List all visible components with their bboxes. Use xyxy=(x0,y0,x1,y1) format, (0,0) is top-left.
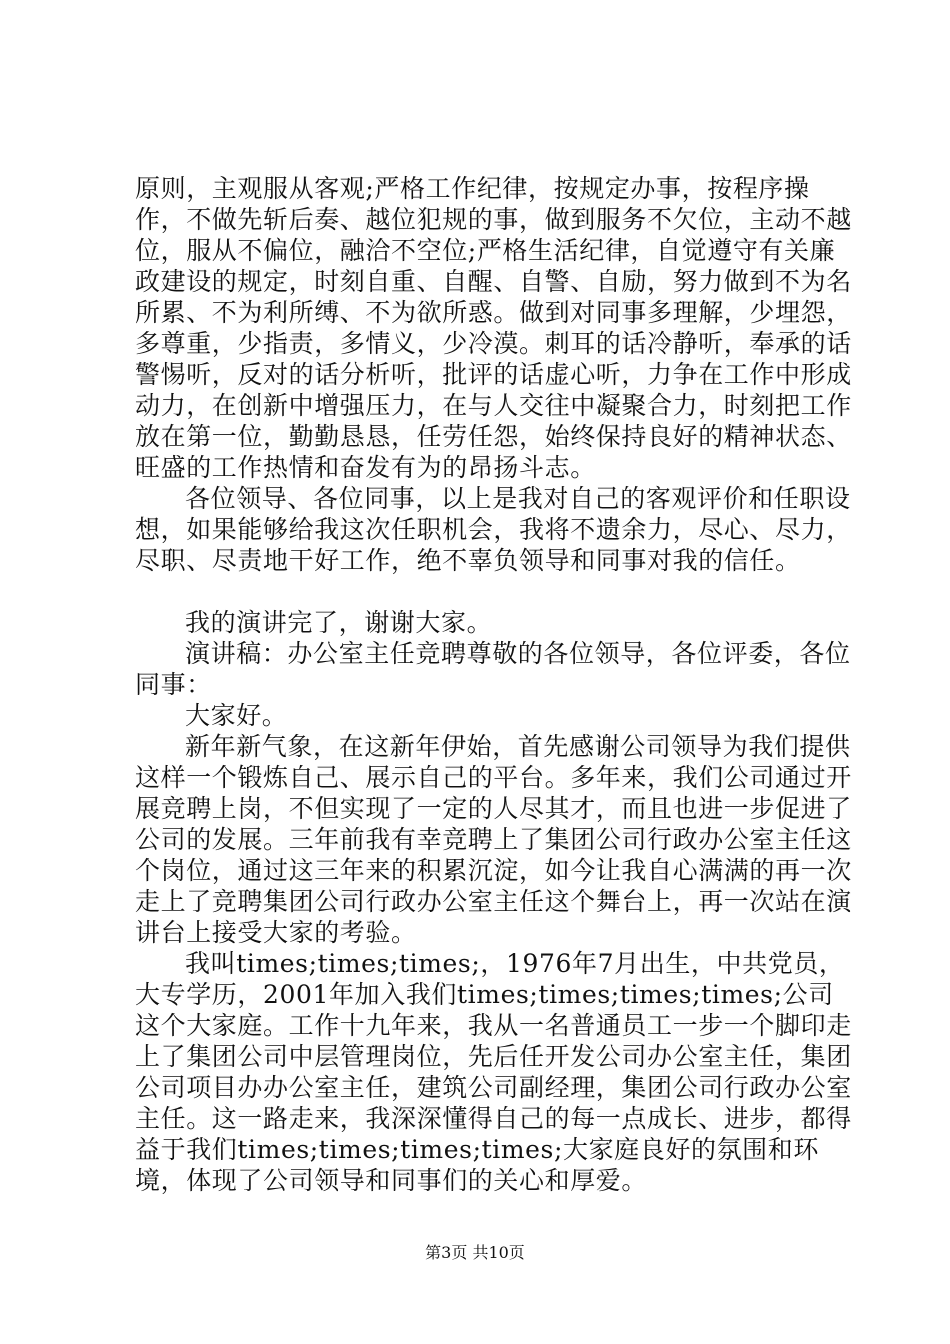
paragraph-2: 各位领导、各位同事，以上是我对自己的客观评价和任职设想，如果能够给我这次任职机会，我将不遗余力，尽心、尽力，尽职、尽责地干好工作，绝不辜负领导和同事对我的信任。 xyxy=(135,484,852,575)
paragraph-5: 大家好。 xyxy=(185,701,288,730)
paragraph-3: 我的演讲完了，谢谢大家。 xyxy=(185,608,493,637)
paragraph-4: 演讲稿：办公室主任竞聘尊敬的各位领导，各位评委，各位同事： xyxy=(135,639,851,699)
paragraph-7: 我叫times;times;times;，1976年7月出生，中共党员，大专学历，2001年加入我们times;times;times;times;公司这个大家庭。工作十九年来，我从一名普通员工一步一个脚印走上了集团公司中层管理岗位，先后任开发公司办公室主任，集团公司项目办办公室主任，建筑公司副经理，集团公司行政办公室主任。这一路走来，我深深懂得自己的每一点成长、进步，都得益于我们times;times;times;times;大家庭良好的氛围和环境，体现了公司领导和同事们的关心和厚爱。 xyxy=(135,949,852,1195)
paragraph-spacer xyxy=(135,576,855,607)
document-body xyxy=(135,173,855,1196)
page-number-footer: 第3页 共10页 xyxy=(425,1243,525,1262)
paragraph-1: 原则，主观服从客观;严格工作纪律，按规定办事，按程序操作，不做先斩后奏、越位犯规的事，做到服务不欠位，主动不越位，服从不偏位，融洽不空位;严格生活纪律，自觉遵守有关廉政建设的规定，时刻自重、自醒、自警、自励，努力做到不为名所累、不为利所缚、不为欲所惑。做到对同事多理解，少埋怨，多尊重，少指责，多情义，少冷漠。刺耳的话冷静听，奉承的话警惕听，反对的话分析听，批评的话虚心听，力争在工作中形成动力，在创新中增强压力，在与人交往中凝聚合力，时刻把工作放在第一位，勤勤恳恳，任劳任怨，始终保持良好的精神状态、旺盛的工作热情和奋发有为的昂扬斗志。 xyxy=(135,174,852,482)
paragraph-6: 新年新气象，在这新年伊始，首先感谢公司领导为我们提供这样一个锻炼自己、展示自己的平台。多年来，我们公司通过开展竞聘上岗，不但实现了一定的人尽其才，而且也进一步促进了公司的发展。三年前我有幸竞聘上了集团公司行政办公室主任这个岗位，通过这三年来的积累沉淀，如今让我自心满满的再一次走上了竞聘集团公司行政办公室主任这个舞台上，再一次站在演讲台上接受大家的考验。 xyxy=(135,732,852,947)
